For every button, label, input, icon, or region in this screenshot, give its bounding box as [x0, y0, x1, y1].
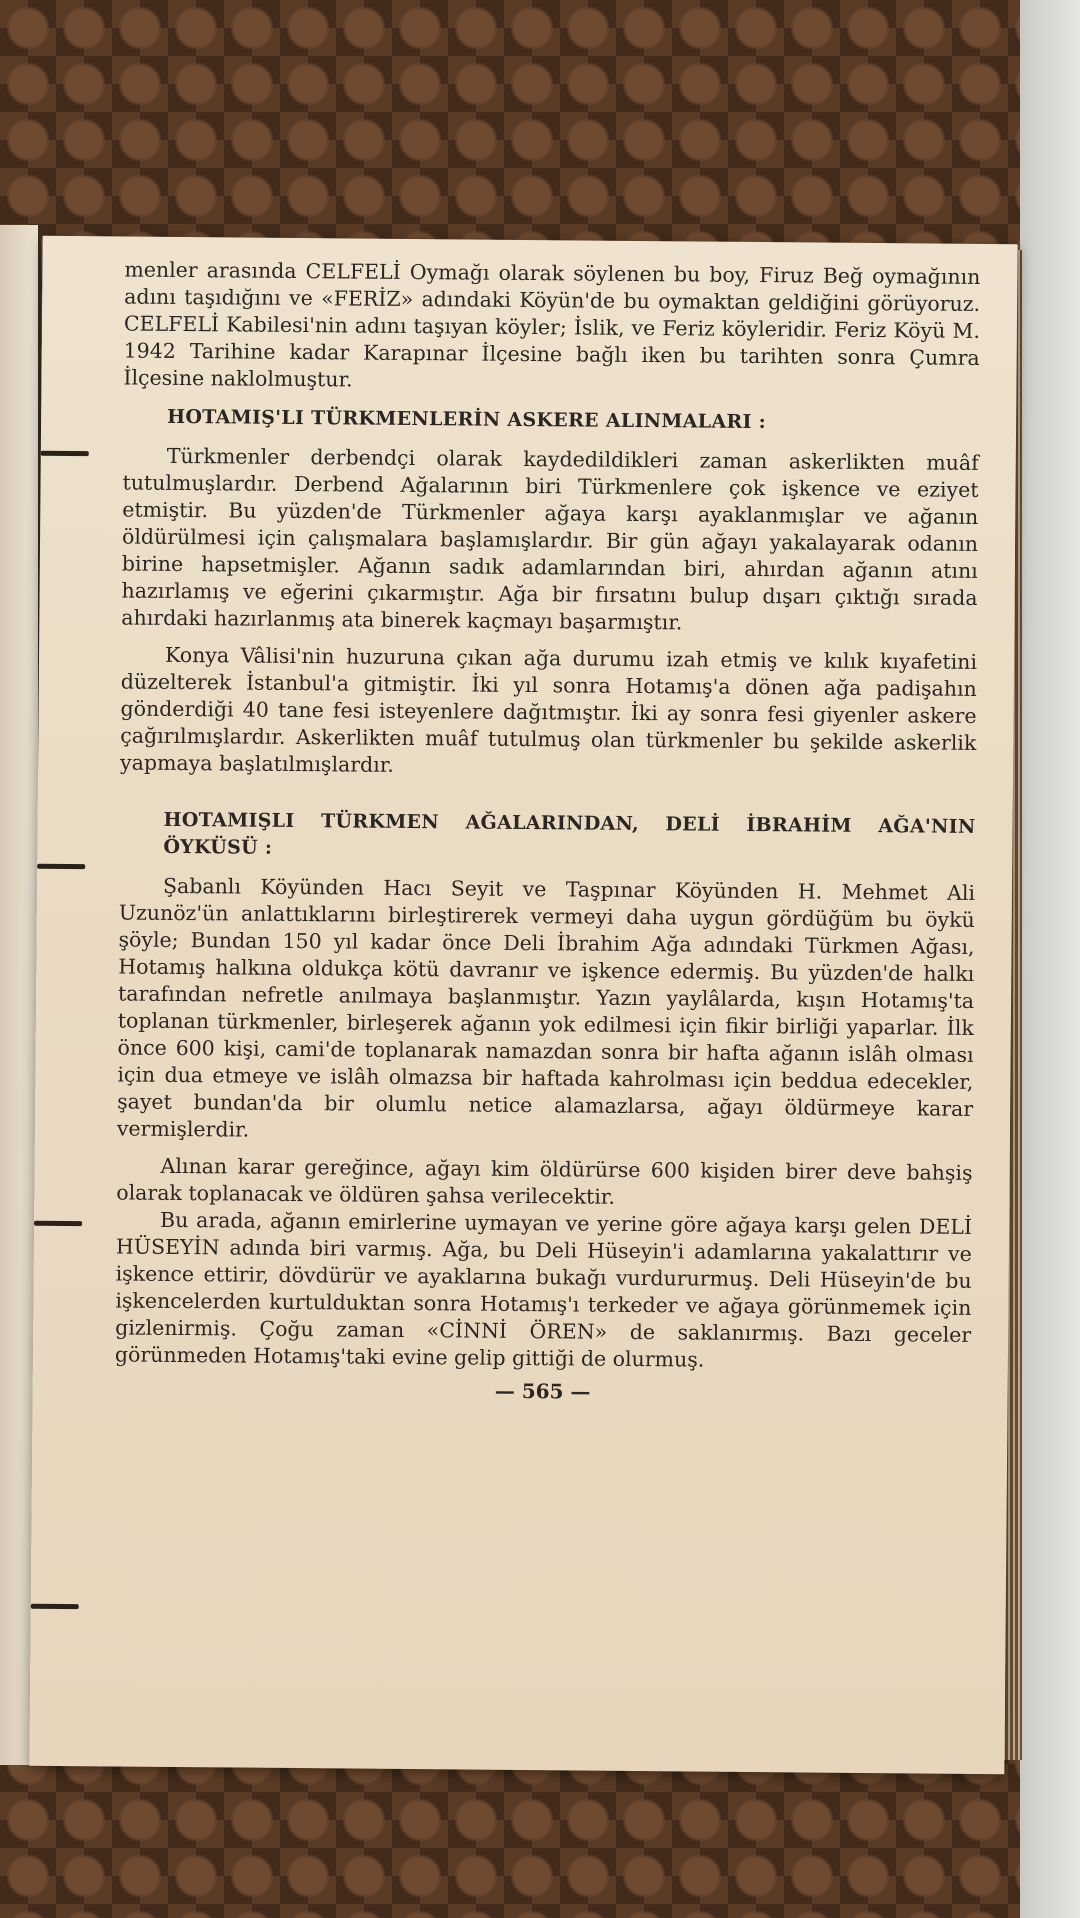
paragraph: Şabanlı Köyünden Hacı Seyit ve Taşpınar Köyünden H. Mehmet Ali Uzunöz'ün anlattıklarını birleştirerek vermeyi daha uygun gördüğüm bu öykü şöyle; Bundan 150 yıl kadar önce Deli İbrahim Ağa adındaki Türkmen Ağası, Hotamış halkına oldukça kötü davranır ve işkence edermiş. Bu yüzden'de halkı tarafından nefretle anılmaya başlanmıştır. Yazın yaylâlarda, kışın Hotamış'ta toplanan türkmenler, birleşerek ağanın yok edilmesi için fikir birliği yaparlar. İlk önce 600 kişi, cami'de toplanarak namazdan sonra bir hafta ağanın islâh olması için dua etmeye ve islâh olmazsa bir haftada kahrolması için beddua edecekler, şayet bundan'da bir olumlu netice alamazlarsa, ağayı öldürmeye karar vermişlerdir.: [116, 873, 976, 1142]
binding-clip: [31, 1604, 79, 1609]
paragraph: Konya Vâlisi'nin huzuruna çıkan ağa durumu izah etmiş ve kılık kıyafetini düzelterek İstanbul'a gitmiştir. İki yıl sonra Hotamış'a dönen ağa padişahın gönderdiği 40 tane fesi isteyenlere dağıtmıştır. İki ay sonra fesi giyenler askere çağırılmışlardır. Askerlikten muâf tutulmuş olan türkmenler bu şekilde askerlik yapmaya başlatılmışlardır.: [119, 642, 978, 777]
paragraph: Alınan karar gereğince, ağayı kim öldürürse 600 kişiden birer deve bahşiş olarak toplanacak ve öldüren şahsa verilecektir.: [116, 1153, 973, 1209]
section-heading: HOTAMIŞ'LI TÜRKMENLERİN ASKERE ALINMALARI :: [167, 405, 767, 434]
book-page: [29, 236, 1017, 1774]
page-number: — 565 —: [494, 1378, 591, 1404]
intro-paragraph: menler arasında CELFELİ Oymağı olarak söylenen bu boy, Firuz Beğ oymağının adını taşıdığını ve «FERİZ» adındaki Köyün'de bu oymaktan geldiğini görüyoruz. CELFELİ Kabilesi'nin adını taşıyan köyler; İslik, ve Feriz köyleridir. Feriz Köyü M. 1942 Tarihine kadar Karapınar İlçesine bağlı iken bu tarihten sonra Çumra İlçesine naklolmuştur.: [123, 257, 981, 392]
binding-clip: [34, 1221, 82, 1226]
background-wall: [1020, 0, 1080, 1918]
section-heading: HOTAMIŞLI TÜRKMEN AĞALARINDAN, DELİ İBRAHİM AĞA'NIN ÖYKÜSÜ :: [163, 808, 976, 859]
paragraph: Bu arada, ağanın emirlerine uymayan ve yerine göre ağaya karşı gelen DELİ HÜSEYİN adında biri varmış. Ağa, bu Deli Hüseyin'i adamlarına yakalattırır ve işkence ettirir, dövdürür ve ayaklarına bukağı vurdururmuş. Deli Hüseyin'de bu işkencelerden kurtulduktan sonra Hotamış'ı terkeder ve ağaya görünmemek için gizlenirmiş. Çoğu zaman «CİNNİ ÖREN» de saklanırmış. Bazı geceler görünmeden Hotamış'taki evine gelip gittiği de olurmuş.: [114, 1207, 973, 1372]
binding-clip: [37, 864, 85, 869]
page-text: [115, 256, 981, 1408]
binding-clip: [41, 451, 89, 456]
paragraph: Türkmenler derbendçi olarak kaydedildikleri zaman askerlikten muâf tutulmuşlardır. Derbend Ağalarının biri Türkmenlere çok işkence ve eziyet etmiştir. Bu yüzden'de Türkmenler ağaya karşı ayaklanmışlar ve ağanın öldürülmesi için çalışmalara başlamışlardır. Bir gün ağayı yakalayarak odanın birine hapsetmişler. Ağanın sadık adamlarından biri, ahırdan ağanın atını hazırlamış ve eğerini çıkarmıştır. Ağa bir fırsatını bulup dışarı çıktığı sırada ahırdaki hazırlanmış ata binerek kaçmayı başarmıştır.: [121, 443, 979, 635]
